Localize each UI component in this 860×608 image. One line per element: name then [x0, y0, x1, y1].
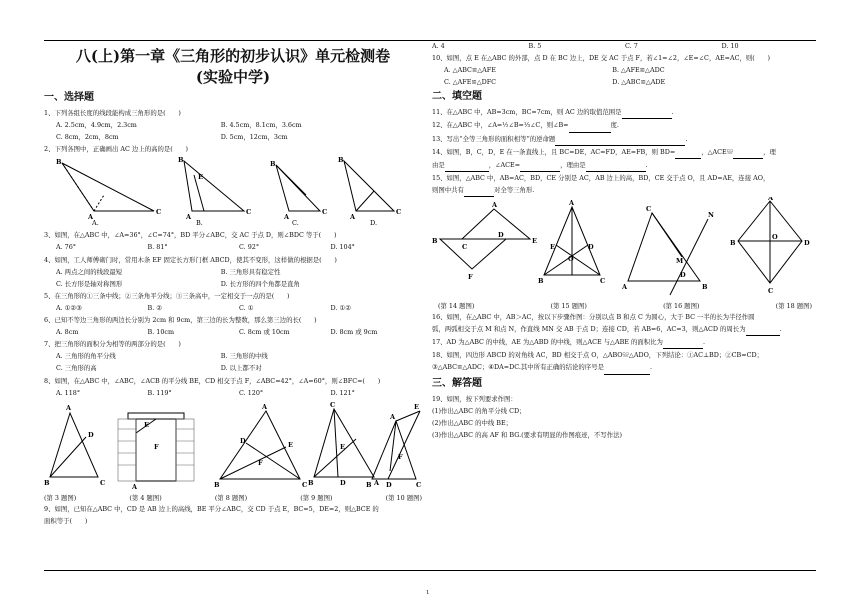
question-10-options [432, 64, 818, 76]
svg-text:A: A [768, 197, 774, 203]
answer-blank[interactable] [520, 159, 560, 172]
svg-text:E: E [288, 440, 293, 449]
page-title: 八(上)第一章《三角形的初步认识》单元检测卷 [75, 47, 391, 65]
option: A. 两点之间的线段最短 [56, 267, 123, 276]
svg-text:E: E [414, 402, 419, 411]
caption: (第 9 题图) [300, 493, 333, 502]
option: D. 10 [721, 42, 739, 50]
option: B. 10cm [147, 328, 175, 337]
figure-3-triangle [50, 413, 98, 477]
question-4: 4、如图，工人师傅砌门时，常用木条 EF 固定长方形门框 ABCD，使其不变形，这样做的根据是( ) [44, 255, 337, 264]
caption: (第 10 题图) [385, 493, 422, 502]
question-17: 17、AD 为△ABC 的中线，AE 为△ABD 的中线，则△ACE 与△ABE 的面积比为 . [432, 336, 818, 349]
svg-text:D: D [680, 271, 686, 280]
question-10: 10、如图，点 E 在△ABC 的外部，点 D 在 BC 边上，DE 交 AC 于点 F，若∠1=∠2，∠E=∠C，AE=AC，则( ) [432, 54, 771, 63]
svg-text:A: A [492, 201, 498, 210]
caption: (第 18 题图) [775, 302, 812, 311]
svg-text:A: A [262, 402, 268, 411]
option: B. 5 [528, 42, 542, 50]
option: A. 8cm [56, 328, 79, 337]
svg-text:A: A [374, 478, 380, 487]
option: B. 4.5cm，8.1cm，3.6cm [220, 121, 302, 130]
svg-text:A: A [186, 213, 192, 222]
option: C. 长方形是轴对称图形 [56, 279, 123, 288]
svg-text:D: D [240, 436, 246, 445]
question-18-line2: ③△ABC≌△ADC；④DA=DC.其中所有正确的结论的序号是 . [432, 361, 818, 374]
svg-text:C: C [322, 208, 328, 217]
triangle-d [344, 161, 394, 211]
question-7: 7、把三角形的面积分为相等的两部分的是( ) [44, 340, 181, 349]
svg-text:E: E [532, 237, 537, 246]
question-5: 5、在三角形的①三条中线；②三条角平分线；③三条高中，一定相交于一点的是( ) [44, 291, 290, 300]
svg-text:C: C [600, 277, 606, 286]
svg-text:F: F [468, 273, 473, 282]
svg-text:F: F [258, 458, 263, 467]
svg-text:A: A [390, 412, 396, 421]
svg-text:D: D [498, 231, 504, 240]
option: C. 92° [239, 243, 260, 252]
bottom-rule [44, 570, 816, 571]
svg-text:D: D [340, 478, 346, 487]
svg-text:A: A [622, 283, 628, 292]
question-7-options-2 [44, 362, 422, 374]
section-fill: 二、填空题 [432, 91, 482, 103]
q2-caption-b: B. [196, 219, 203, 226]
svg-text:C: C [100, 478, 106, 487]
option: A. 2.5cm，4.9cm，2.3cm [56, 121, 137, 130]
question-1-options [44, 119, 422, 131]
section-choice: 一、选择题 [44, 92, 94, 103]
svg-text:A: A [284, 213, 290, 222]
option: C. 8cm，2cm，8cm [56, 133, 119, 142]
option: C. 8cm 或 10cm [239, 328, 290, 337]
page-subtitle: (实验中学) [195, 68, 271, 86]
svg-text:E: E [198, 173, 203, 182]
page-number: 1 [426, 590, 430, 596]
option: D. 8cm 或 9cm [330, 328, 378, 337]
svg-text:B: B [44, 478, 50, 487]
question-14-line2: 由是 ，∠ACE= ，理由是 . [432, 159, 818, 172]
svg-text:C: C [462, 243, 468, 252]
svg-text:C: C [246, 208, 252, 217]
svg-text:B: B [214, 480, 220, 489]
option: B. ② [147, 303, 162, 312]
question-6: 6、已知不等边三角形的两边长分别为 2cm 和 9cm，第三边的长为整数，那么第三边的长( ) [44, 316, 317, 325]
svg-text:B: B [702, 283, 708, 292]
answer-blank[interactable] [733, 146, 763, 159]
question-19-part3: (3)作出△ABC 的高 AF 和 BG.(要求有明显的作图痕迹，不写作法) [432, 430, 622, 439]
svg-text:B: B [730, 239, 736, 248]
svg-text:A: A [132, 482, 138, 491]
question-19-part1: (1)作出△ABC 的角平分线 CD； [432, 406, 526, 415]
caption: (第 4 题图) [129, 493, 162, 502]
option: C. 三角形的高 [56, 364, 97, 373]
svg-text:B: B [308, 478, 314, 487]
question-3: 3、如图，在△ABC 中，∠A=36°，∠C=74°，BD 平分∠ABC，交 AC 于点 D，则∠BDC 等于( ) [44, 231, 337, 240]
answer-blank[interactable] [604, 361, 650, 374]
answer-blank[interactable] [569, 119, 611, 132]
questions-3-10-figures [44, 399, 422, 491]
question-11: 11、在△ABC 中，AB=3cm，BC=7cm，则 AC 边的取值范围是 . [432, 106, 818, 119]
svg-text:D: D [588, 243, 594, 252]
svg-text:N: N [708, 211, 714, 220]
caption: (第 8 题图) [214, 493, 248, 502]
option: B. 三角形的中线 [220, 352, 268, 361]
svg-text:F: F [398, 452, 403, 461]
svg-text:M: M [676, 257, 684, 266]
question-15-line2: 则图中共有 对全等三角形. [432, 184, 818, 197]
option: B. 三角形具有稳定性 [220, 267, 281, 276]
option: D. 121° [330, 388, 355, 397]
question-8: 8、如图，在△ABC 中，∠ABC，∠ACB 的平分线 BE，CD 相交于点 F，∠ABC=42°，∠A=60°，则∠BFC=( ) [44, 376, 381, 385]
answer-blank[interactable] [746, 323, 780, 336]
question-4-options [44, 266, 422, 278]
option: D. △ABC≌△ADE [612, 78, 666, 87]
svg-text:B: B [538, 277, 544, 286]
option: B. △AFE≌△ADC [612, 66, 665, 75]
option: C. 7 [625, 42, 638, 50]
answer-blank[interactable] [445, 159, 489, 172]
svg-text:C: C [416, 480, 422, 489]
option: A. △ABC≌△AFE [444, 66, 496, 75]
svg-text:O: O [772, 233, 778, 242]
svg-text:B: B [178, 156, 184, 165]
svg-text:E: E [550, 243, 555, 252]
option: A. ①②③ [56, 303, 82, 312]
option: C. 120° [239, 388, 264, 397]
svg-text:E: E [340, 442, 345, 451]
q2-caption-c: C. [292, 219, 299, 226]
option: D. 5cm，12cm，3cm [220, 133, 288, 142]
answer-blank[interactable] [675, 146, 701, 159]
question-2: 2、下列各图中，正确画出 AC 边上的高的是( ) [44, 145, 189, 154]
option: A. 三角形的角平分线 [56, 352, 116, 361]
question-16-line2: 弧，两弧相交于点 M 和点 N，作直线 MN 交 AB 于点 D；连接 CD，若 AB=6，AC=3，则△ACD 的周长为 . [432, 323, 818, 336]
question-5-options [44, 302, 422, 314]
question-2-figures [44, 155, 422, 225]
question-19: 19、如图，按下列要求作图： [432, 394, 517, 403]
svg-text:O: O [568, 255, 574, 264]
option: C. ① [239, 303, 254, 312]
option: A. 76° [56, 243, 77, 252]
option: C. △AFE≌△DFC [444, 78, 497, 87]
right-column [432, 40, 818, 441]
svg-text:B: B [366, 480, 372, 489]
q2-caption-d: D. [370, 219, 378, 226]
svg-text:D: D [88, 430, 94, 439]
figure-10-triangle [372, 421, 416, 479]
answer-blank[interactable] [464, 184, 494, 197]
svg-text:D: D [386, 480, 392, 489]
question-18-line1: 18、如图，四边形 ABCD 的对角线 AC，BD 相交于点 O，△ABO≌△ADO，下列结论：①AC⊥BD；②CB=CD； [432, 351, 763, 360]
svg-text:B: B [56, 158, 62, 167]
question-7-options [44, 350, 422, 362]
figure-captions-right [432, 301, 818, 311]
option: D. 104° [330, 243, 355, 252]
svg-text:D: D [804, 239, 810, 248]
left-column [44, 44, 422, 527]
q2-caption-a: A. [92, 219, 99, 226]
option: D. ①② [330, 303, 351, 312]
answer-blank[interactable] [586, 159, 646, 172]
option: B. 81° [147, 243, 168, 252]
caption: (第 15 题图) [550, 302, 587, 311]
figure-captions-left [44, 493, 422, 503]
question-13: 13、写出“全等三角形的面积相等”的逆命题 . [432, 133, 818, 146]
svg-text:F: F [154, 442, 159, 451]
svg-text:B: B [270, 160, 276, 169]
question-4-options-2 [44, 278, 422, 290]
question-1-options-2 [44, 131, 422, 143]
answer-blank[interactable] [663, 336, 703, 349]
question-9-line2: 面积等于( ) [44, 516, 88, 525]
caption: (第 3 题图) [44, 493, 77, 502]
question-9-options [432, 40, 818, 52]
svg-text:A: A [350, 213, 356, 222]
option: D. 长方形的四个角都是直角 [220, 279, 300, 288]
svg-text:B: B [432, 237, 438, 246]
question-19-part2: (2)作出△ABC 的中线 BE； [432, 418, 513, 427]
svg-text:C: C [330, 400, 336, 409]
svg-text:C: C [302, 480, 308, 489]
section-answer: 三、解答题 [432, 377, 482, 389]
svg-text:C: C [156, 208, 162, 217]
option: A. 4 [432, 42, 445, 50]
svg-text:A: A [66, 403, 72, 412]
questions-14-18-figures [432, 197, 818, 297]
question-1: 1、下列各组长度的线段能构成三角形的是( ) [44, 109, 181, 117]
svg-text:C: C [768, 287, 774, 296]
triangle-b [184, 161, 244, 211]
question-3-options [44, 241, 422, 253]
option: D. 以上都不对 [220, 364, 262, 373]
svg-text:B: B [338, 156, 344, 165]
option: B. 119° [147, 388, 172, 397]
question-6-options [44, 326, 422, 338]
svg-text:C: C [396, 208, 402, 217]
caption: (第 14 题图) [438, 302, 475, 311]
question-9-line1: 9、如图，已知在△ABC 中，CD 是 AB 边上的高线，BE 平分∠ABC，交 CD 于点 E，BC=5，DE=2，则△BCE 的 [44, 504, 379, 513]
question-8-options [44, 387, 422, 399]
question-16-line1: 16、如图，在△ABC 中，AB＞AC，按以下步骤作图：分别以点 B 和点 C 为圆心，大于 BC 一半的长为半径作圆 [432, 313, 755, 322]
svg-text:C: C [646, 205, 652, 214]
question-12: 12、在△ABC 中，∠A=½∠B=⅓∠C，则∠B= 度. [432, 119, 818, 132]
question-10-options-2 [432, 76, 818, 88]
answer-blank[interactable] [555, 133, 685, 146]
svg-text:A: A [88, 213, 94, 222]
triangle-a [62, 163, 154, 211]
svg-text:A: A [569, 199, 575, 208]
question-15-line1: 15、如图，△ABC 中，AB=AC，BD，CE 分别是 AC，AB 边上的高，BD，CE 交于点 O，且 AD=AE，连接 AO， [432, 173, 770, 182]
answer-blank[interactable] [622, 106, 672, 119]
option: A. 118° [56, 388, 81, 397]
caption: (第 16 题图) [663, 302, 700, 311]
question-14-line1: 14、如图，B，C，D，E 在一条直线上，且 BC=DE，AC=FD，AE=FB，则 BD= ，△ACE≌ ，理 [432, 146, 818, 159]
svg-text:E: E [144, 420, 149, 429]
